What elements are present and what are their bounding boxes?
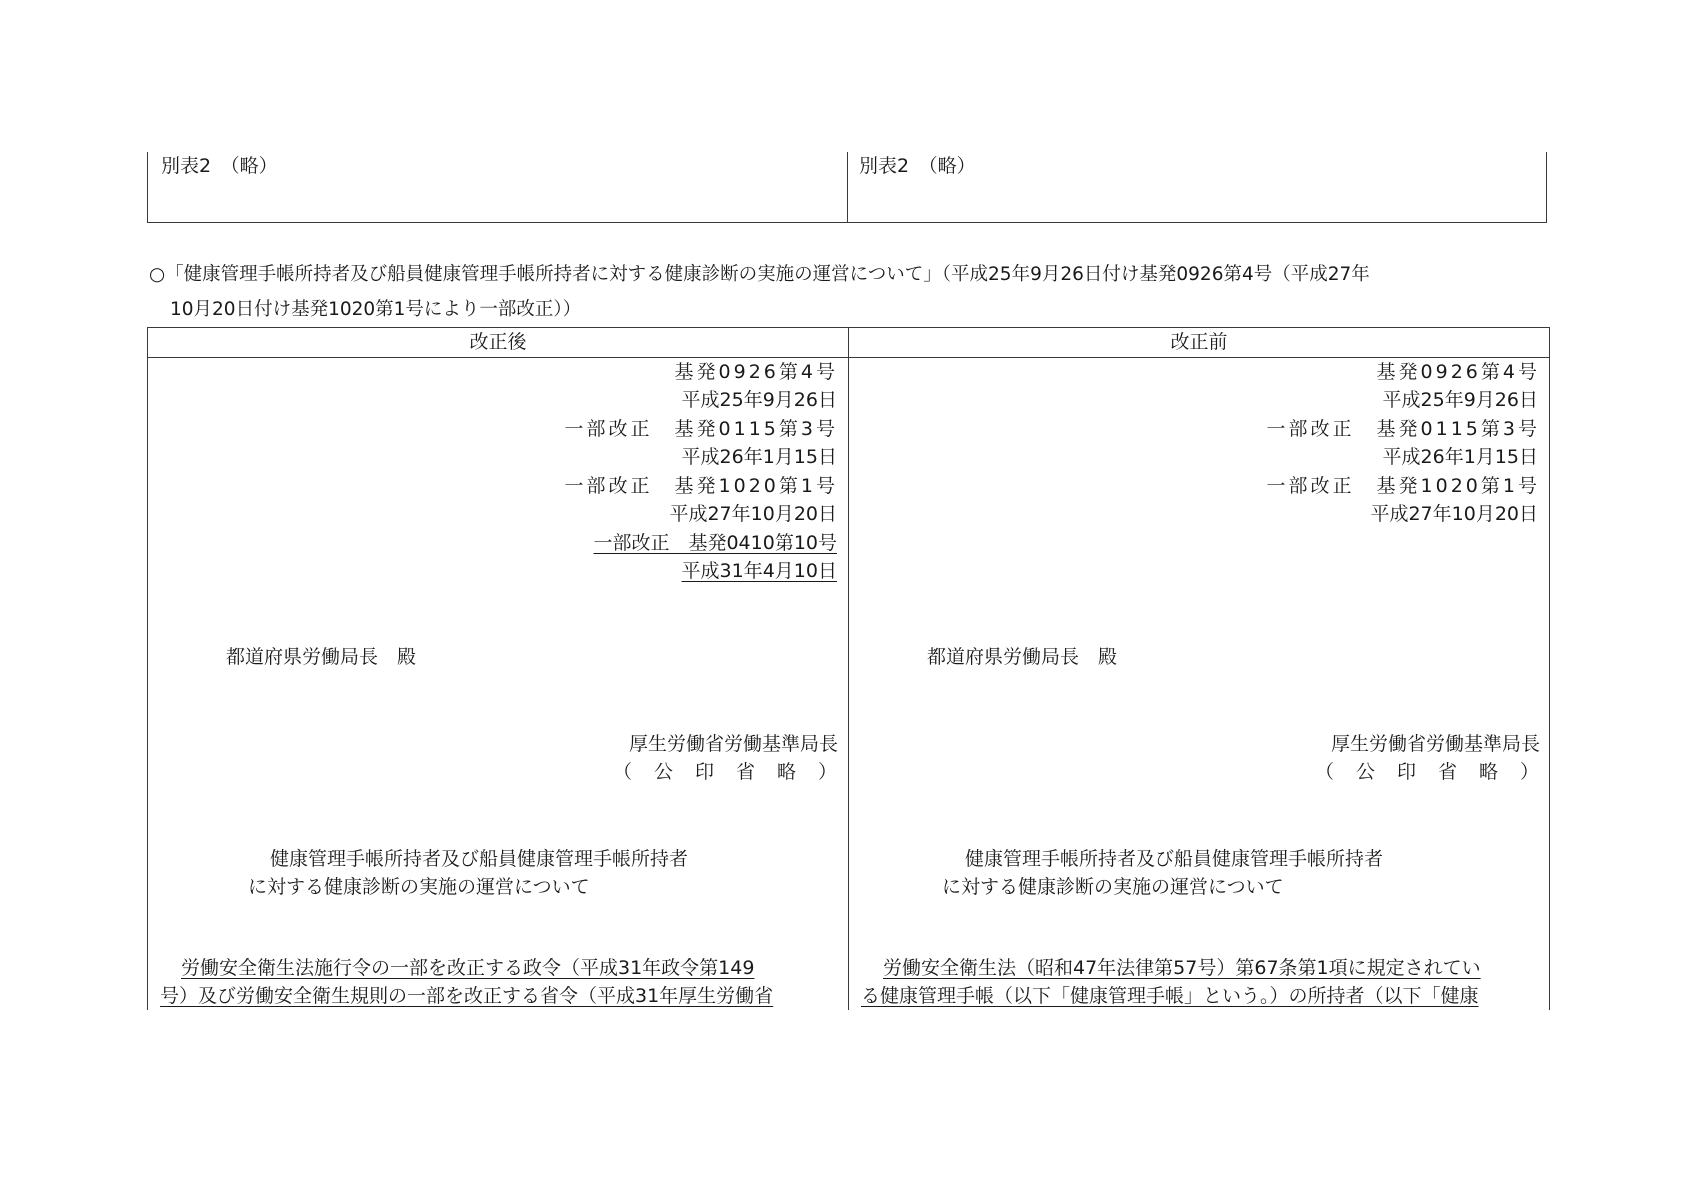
top-table-bottom-border bbox=[147, 222, 1547, 223]
after-notice-number: 基発0926第4号 bbox=[674, 361, 838, 383]
top-table-right-text: 別表2 （略） bbox=[859, 155, 976, 177]
top-table-divider bbox=[847, 152, 848, 223]
before-revision-2: 一部改正 基発1020第1号 bbox=[1266, 475, 1540, 497]
after-seal-note: （公印省略） bbox=[612, 761, 859, 783]
table-center-divider bbox=[848, 327, 849, 1010]
heading-line-2: 10月20日付け基発1020第1号により一部改正）） bbox=[170, 299, 582, 320]
before-date-3: 平成27年10月20日 bbox=[1370, 503, 1538, 525]
after-addressee: 都道府県労働局長 殿 bbox=[226, 646, 417, 668]
after-title-line-1: 健康管理手帳所持者及び船員健康管理手帳所持者 bbox=[270, 848, 689, 870]
after-revision-1: 一部改正 基発0115第3号 bbox=[564, 418, 838, 440]
before-body-line-2: る健康管理手帳（以下「健康管理手帳」という。）の所持者（以下「健康 bbox=[861, 985, 1479, 1007]
after-revision-3: 一部改正 基発0410第10号 bbox=[593, 532, 837, 554]
column-header-before: 改正前 bbox=[1170, 331, 1228, 353]
after-title-line-2: に対する健康診断の実施の運営について bbox=[248, 876, 590, 898]
before-date-2: 平成26年1月15日 bbox=[1382, 446, 1538, 468]
after-body-line-2: 号）及び労働安全衛生規則の一部を改正する省令（平成31年厚生労働省 bbox=[160, 985, 774, 1007]
after-date-3: 平成27年10月20日 bbox=[669, 503, 837, 525]
after-date-4: 平成31年4月10日 bbox=[681, 560, 837, 582]
before-date-1: 平成25年9月26日 bbox=[1382, 389, 1538, 411]
top-table-left-text: 別表2 （略） bbox=[161, 155, 278, 177]
before-title-line-1: 健康管理手帳所持者及び船員健康管理手帳所持者 bbox=[965, 848, 1384, 870]
before-revision-1: 一部改正 基発0115第3号 bbox=[1266, 418, 1540, 440]
before-notice-number: 基発0926第4号 bbox=[1376, 361, 1540, 383]
column-header-after: 改正後 bbox=[469, 331, 527, 353]
before-body-line-1: 労働安全衛生法（昭和47年法律第57号）第67条第1項に規定されてい bbox=[883, 957, 1481, 979]
table-right-border bbox=[1549, 327, 1550, 1010]
after-date-2: 平成26年1月15日 bbox=[681, 446, 837, 468]
before-seal-note: （公印省略） bbox=[1314, 761, 1561, 783]
top-table-left-border bbox=[147, 152, 148, 223]
after-revision-2: 一部改正 基発1020第1号 bbox=[564, 475, 838, 497]
table-left-border bbox=[147, 327, 148, 1010]
heading-line-1: ○「健康管理手帳所持者及び船員健康管理手帳所持者に対する健康診断の実施の運営について」（平成25年9月26日付け基発0926第4号（平成27年 bbox=[149, 264, 1370, 285]
after-sender: 厚生労働省労働基準局長 bbox=[628, 733, 838, 755]
top-table-right-border bbox=[1546, 152, 1547, 223]
before-addressee: 都道府県労働局長 殿 bbox=[927, 646, 1118, 668]
after-date-1: 平成25年9月26日 bbox=[681, 389, 837, 411]
after-body-line-1: 労働安全衛生法施行令の一部を改正する政令（平成31年政令第149 bbox=[181, 957, 755, 979]
before-sender: 厚生労働省労働基準局長 bbox=[1330, 733, 1540, 755]
before-title-line-2: に対する健康診断の実施の運営について bbox=[942, 876, 1284, 898]
